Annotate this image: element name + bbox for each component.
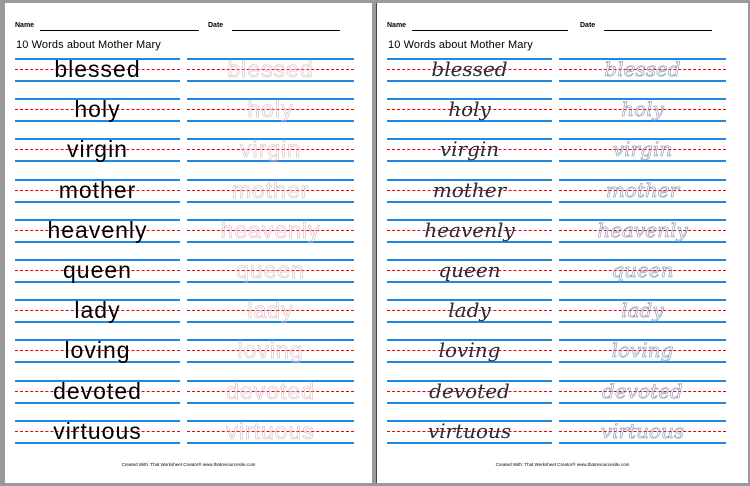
trace-word: virgin xyxy=(612,137,673,162)
word-row-trace xyxy=(559,299,726,323)
footer-credit: Created With: That Worksheet Creator® www.thatresourcesite.com xyxy=(121,462,256,467)
word-row-trace xyxy=(187,377,354,404)
word-row-trace xyxy=(187,259,354,283)
trace-word: virtuous xyxy=(226,417,315,444)
word-row-model xyxy=(387,58,552,82)
model-word: lady xyxy=(74,297,121,324)
word-row-trace xyxy=(187,299,354,323)
print-worksheet-page xyxy=(5,3,372,483)
name-label: Name xyxy=(387,22,407,29)
name-label: Name xyxy=(15,22,35,29)
word-row-model xyxy=(387,98,552,122)
word-row-trace xyxy=(559,219,726,243)
word-row-model xyxy=(15,216,180,243)
name-line xyxy=(412,30,568,31)
word-row-trace xyxy=(559,380,726,404)
word-row-trace xyxy=(187,98,354,122)
trace-word: queen xyxy=(611,258,674,282)
word-row-model xyxy=(387,339,552,363)
date-line xyxy=(604,30,712,31)
trace-word: lady xyxy=(247,297,294,324)
model-word: loving xyxy=(438,338,501,363)
word-row-trace xyxy=(187,138,354,162)
word-row-model xyxy=(15,299,180,323)
worksheet-title: 10 Words about Mother Mary xyxy=(16,39,161,51)
word-row-trace xyxy=(187,176,354,203)
model-word: holy xyxy=(448,97,491,122)
model-word: blessed xyxy=(54,56,141,82)
word-row-trace xyxy=(559,420,726,444)
model-word: mother xyxy=(58,176,137,203)
trace-word: mother xyxy=(605,177,680,202)
worksheet-title: 10 Words about Mother Mary xyxy=(388,39,533,51)
model-word: devoted xyxy=(53,377,142,404)
word-row-model xyxy=(15,176,180,203)
word-row-model xyxy=(387,259,552,283)
word-row-trace xyxy=(559,98,726,122)
word-row-model xyxy=(387,219,552,243)
trace-word: blessed xyxy=(604,57,681,81)
word-row-model xyxy=(15,138,180,162)
word-row-trace xyxy=(559,58,726,82)
word-row-trace xyxy=(559,339,726,363)
word-row-model xyxy=(387,299,552,323)
model-word: holy xyxy=(74,96,121,123)
model-word: virtuous xyxy=(53,417,142,444)
trace-word: devoted xyxy=(226,377,315,404)
trace-word: devoted xyxy=(602,378,683,403)
date-label: Date xyxy=(580,22,596,29)
trace-word: holy xyxy=(247,96,294,123)
word-row-model xyxy=(387,179,552,203)
word-row-model xyxy=(15,377,180,404)
word-row-trace xyxy=(559,179,726,203)
model-word: lady xyxy=(448,298,491,323)
model-word: loving xyxy=(64,337,131,364)
footer-credit: Created With: That Worksheet Creator® www.thatresourcesite.com xyxy=(495,462,630,467)
model-word: virgin xyxy=(67,136,128,163)
word-row-trace xyxy=(559,259,726,283)
trace-word: virtuous xyxy=(600,418,685,443)
word-row-model xyxy=(15,98,180,122)
word-row-model xyxy=(387,420,552,444)
date-label: Date xyxy=(208,22,224,29)
trace-word: heavenly xyxy=(597,217,688,242)
trace-word: holy xyxy=(621,97,664,122)
model-word: virtuous xyxy=(427,418,512,443)
model-word: devoted xyxy=(429,378,510,403)
word-row-trace xyxy=(187,216,354,243)
model-word: virgin xyxy=(439,137,500,162)
model-word: blessed xyxy=(431,57,508,81)
word-row-trace xyxy=(187,339,354,363)
trace-word: mother xyxy=(231,176,310,203)
model-word: queen xyxy=(63,257,132,283)
trace-word: virgin xyxy=(240,136,301,163)
word-row-model xyxy=(15,259,180,283)
model-word: queen xyxy=(438,258,501,282)
trace-word: loving xyxy=(237,337,304,364)
word-row-model xyxy=(387,380,552,404)
word-row-model xyxy=(387,138,552,162)
word-row-trace xyxy=(559,138,726,162)
trace-word: queen xyxy=(236,257,305,283)
word-row-model xyxy=(15,417,180,444)
word-row-model xyxy=(15,339,180,363)
trace-word: blessed xyxy=(227,56,314,82)
trace-word: lady xyxy=(621,298,664,323)
model-word: heavenly xyxy=(424,217,515,242)
cursive-worksheet-page xyxy=(376,3,748,483)
word-row-model xyxy=(15,58,180,82)
date-line xyxy=(232,30,340,31)
word-row-trace xyxy=(187,417,354,444)
word-row-trace xyxy=(187,58,354,82)
trace-word: heavenly xyxy=(220,216,321,243)
trace-word: loving xyxy=(611,338,674,363)
model-word: mother xyxy=(432,177,507,202)
model-word: heavenly xyxy=(47,216,148,243)
name-line xyxy=(40,30,199,31)
